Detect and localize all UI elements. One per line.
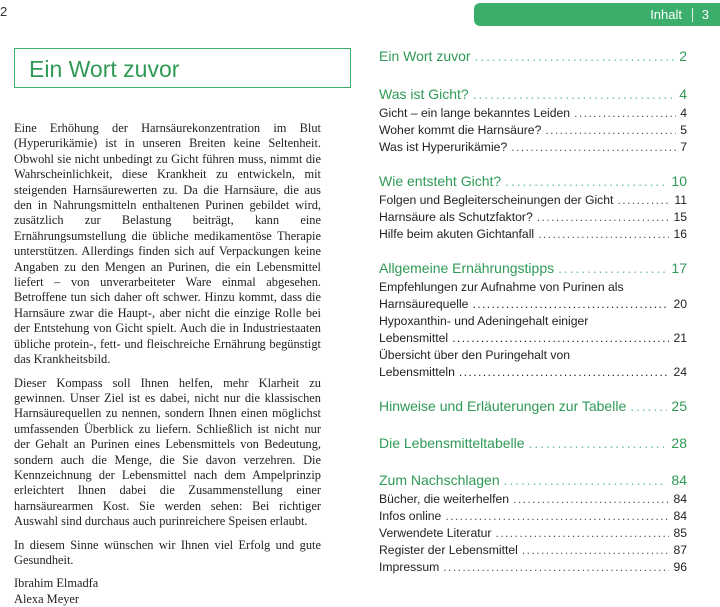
toc-section[interactable] xyxy=(379,48,687,68)
toc-page: 84 xyxy=(673,509,687,523)
toc-item-title-line1: Übersicht über den Puringehalt von xyxy=(379,348,571,362)
toc-leader xyxy=(511,140,676,154)
toc-leader xyxy=(445,509,669,523)
toc-page: 11 xyxy=(674,193,687,207)
toc-page: 25 xyxy=(671,398,687,414)
toc-item-title: Infos online xyxy=(379,509,442,523)
toc-item[interactable] xyxy=(379,509,687,526)
toc-leader xyxy=(522,543,670,557)
toc-page: 85 xyxy=(673,526,687,540)
toc-leader xyxy=(443,560,669,574)
toc-item-title: Impressum xyxy=(379,560,440,574)
toc-page: 87 xyxy=(673,543,687,557)
toc-section-title: Was ist Gicht? xyxy=(379,86,469,102)
paragraph: In diesem Sinne wünschen wir Ihnen viel Erfolg und gute Gesundheit. xyxy=(14,537,321,567)
toc-leader xyxy=(545,123,676,137)
toc-item-title-line2: Harnsäurequelle xyxy=(379,297,469,311)
toc-section-title: Allgemeine Ernährungstipps xyxy=(379,260,555,276)
toc-section[interactable] xyxy=(379,86,687,106)
toc-item[interactable] xyxy=(379,314,687,348)
toc-item-title: Gicht – ein lange bekanntes Leiden xyxy=(379,106,571,120)
toc-leader xyxy=(452,331,669,345)
toc-section[interactable] xyxy=(379,173,687,193)
toc-page: 84 xyxy=(673,492,687,506)
toc-leader xyxy=(473,86,675,102)
toc-item-title: Was ist Hyperurikämie? xyxy=(379,140,508,154)
toc-page: 15 xyxy=(673,210,687,224)
toc-leader xyxy=(475,48,676,64)
paragraph: Dieser Kompass soll Ihnen helfen, mehr Klarheit zu gewinnen. Unser Ziel ist es dabei, nicht nur die klassischen Harnsäurequellen zu nennen, sondern Ihnen einen möglichst umfassenden Überblick zu liefern. Schließlich ist nicht nur der Gehalt an Purinen eines Lebensmittels von Bedeutung, sondern auch die Menge, die Sie davon verzehren. Die Kennzeichnung der Lebensmittel nach dem Ampelprinzip erleichtert Ihnen dabei die Zusammenstellung einer harnsäurearmen Kost. Sie werden sehen: Bei richtiger Auswahl sind durchaus auch purinreichere Speisen erlaubt. xyxy=(14,375,321,529)
toc-page: 17 xyxy=(671,260,687,276)
toc-section-title: Die Lebensmitteltabelle xyxy=(379,435,525,451)
toc-item[interactable] xyxy=(379,140,687,157)
toc-leader xyxy=(617,193,670,207)
toc-item[interactable] xyxy=(379,210,687,227)
toc-page: 96 xyxy=(673,560,687,574)
toc-item-title: Woher kommt die Harnsäure? xyxy=(379,123,542,137)
toc-section[interactable] xyxy=(379,260,687,280)
toc-item[interactable] xyxy=(379,492,687,509)
toc-leader xyxy=(504,472,668,488)
toc-item-title-line1: Hypoxanthin- und Adeningehalt einiger xyxy=(379,314,589,328)
toc-item[interactable] xyxy=(379,280,687,314)
toc-leader xyxy=(630,398,667,414)
toc-item[interactable] xyxy=(379,543,687,560)
toc-page: 16 xyxy=(673,227,687,241)
toc-page: 7 xyxy=(680,140,687,154)
toc-page: 5 xyxy=(680,123,687,137)
toc-section-title: Zum Nachschlagen xyxy=(379,472,500,488)
toc-page: 2 xyxy=(679,48,687,64)
toc-item[interactable] xyxy=(379,526,687,543)
toc-item-title: Verwendete Literatur xyxy=(379,526,492,540)
toc-item-title-line2: Lebensmitteln xyxy=(379,365,455,379)
toc-section[interactable] xyxy=(379,435,687,455)
toc-item-title: Register der Lebensmittel xyxy=(379,543,518,557)
header-divider xyxy=(692,8,693,22)
toc-page: 4 xyxy=(679,86,687,102)
toc-page: 84 xyxy=(671,472,687,488)
toc-page: 20 xyxy=(673,297,687,311)
toc-item[interactable] xyxy=(379,227,687,244)
signature-author-1: Ibrahim Elmadfa xyxy=(14,576,99,591)
toc-item[interactable] xyxy=(379,560,687,577)
toc-page: 24 xyxy=(673,365,687,379)
page-title: Ein Wort zuvor xyxy=(29,56,180,82)
left-page-number: 2 xyxy=(0,4,8,19)
toc-leader xyxy=(513,492,669,506)
toc-section-title: Ein Wort zuvor xyxy=(379,48,471,64)
toc-section[interactable] xyxy=(379,398,687,418)
toc-leader xyxy=(459,365,670,379)
toc-section[interactable] xyxy=(379,472,687,492)
header-label: Inhalt xyxy=(650,7,682,22)
toc-leader xyxy=(472,297,669,311)
toc-item-title: Hilfe beim akuten Gichtanfall xyxy=(379,227,535,241)
toc-item-title: Harnsäure als Schutzfaktor? xyxy=(379,210,533,224)
toc-leader xyxy=(495,526,669,540)
toc-page: 21 xyxy=(673,331,687,345)
toc-item-title: Folgen und Begleiterscheinungen der Gicht xyxy=(379,193,614,207)
paragraph: Eine Erhöhung der Harnsäurekonzentration im Blut (Hyperurikämie) ist in unseren Breiten keine Seltenheit. Obwohl sie nicht unbedingt zu Gicht führen muss, nimmt die Wahrscheinlichkeit, diese Krankheit zu entwickeln, mit steigenden Harnsäurewerten zu. Da die Harnsäure, die aus den in Nahrungsmitteln enthaltenen Purinen gebildet wird, zusätzlich zur Belastung beiträgt, kann eine Ernährungsumstellung die übliche medikamentöse Therapie unterstützen. Allerdings finden sich auf Verpackungen keine Angaben zu den Mengen an Purinen, die ein Lebensmittel liefert – von unverarbeiteter Ware einmal abgesehen. Betroffene tun sich daher oft schwer. Hinzu kommt, dass die Harnsäure zwar die Haupt-, aber nicht die einzige Rolle bei der Entstehung von Gicht spielt. Auch die in Industriestaaten übliche protein-, fett- und fleischreiche Ernährung begünstigt das Krankheitsbild. xyxy=(14,121,321,367)
toc-leader xyxy=(505,173,667,189)
toc-leader xyxy=(558,260,667,276)
toc-page: 28 xyxy=(671,435,687,451)
toc-leader xyxy=(538,227,669,241)
right-page-number: 3 xyxy=(701,7,709,22)
signature-author-2: Alexa Meyer xyxy=(14,591,80,606)
toc-item-title-line1: Empfehlungen zur Aufnahme von Purinen als xyxy=(379,280,624,294)
toc-item[interactable] xyxy=(379,123,687,140)
toc-section-title: Hinweise und Erläuterungen zur Tabelle xyxy=(379,398,627,414)
toc-page: 4 xyxy=(680,106,687,120)
contents-header-tab xyxy=(474,3,720,26)
title-box xyxy=(14,48,351,88)
toc-item-title: Bücher, die weiterhelfen xyxy=(379,492,510,506)
toc-section-title: Wie entsteht Gicht? xyxy=(379,173,502,189)
toc-item-title-line2: Lebensmittel xyxy=(379,331,449,345)
foreword-text xyxy=(14,121,321,607)
toc-page: 10 xyxy=(671,173,687,189)
toc-leader xyxy=(537,210,670,224)
toc-leader xyxy=(574,106,676,120)
toc-item[interactable] xyxy=(379,106,687,123)
table-of-contents xyxy=(379,48,687,577)
toc-item[interactable] xyxy=(379,348,687,382)
toc-item[interactable] xyxy=(379,193,687,210)
toc-leader xyxy=(529,435,668,451)
